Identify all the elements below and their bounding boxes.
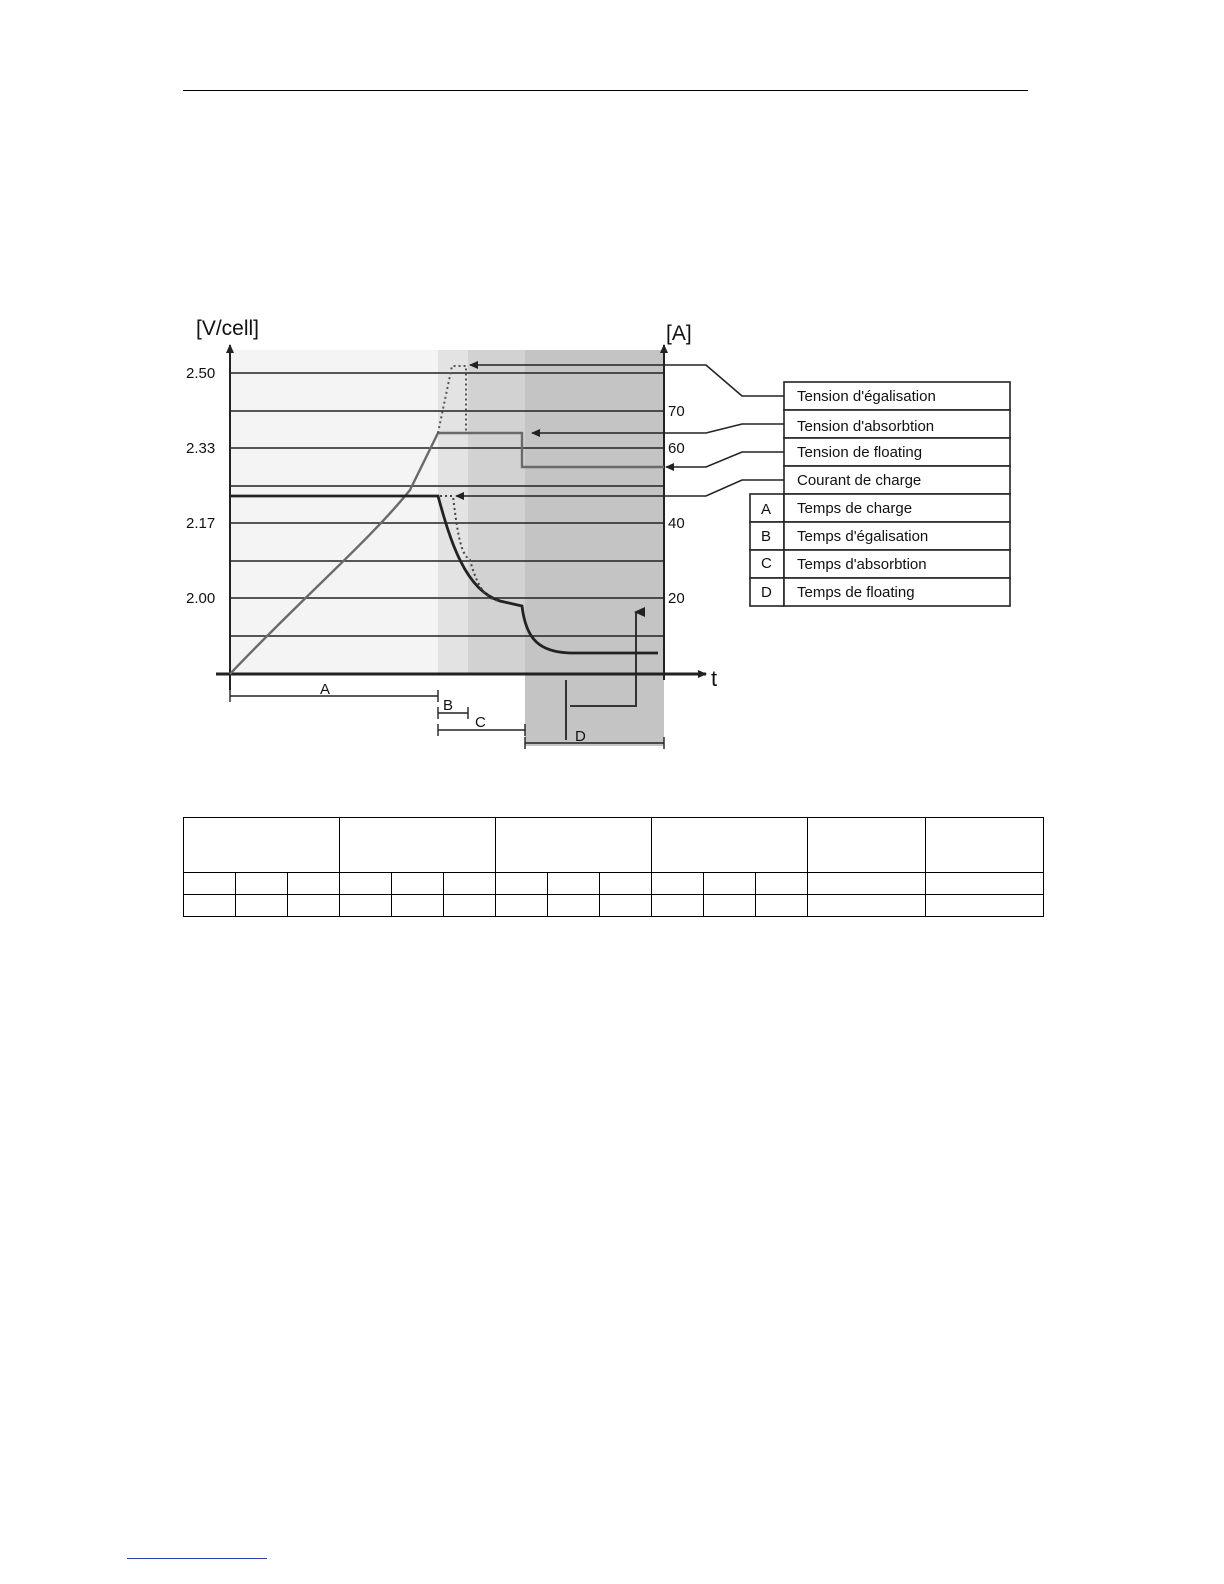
phase-d-region [525, 350, 664, 746]
table-cell [756, 895, 808, 917]
phase-label-d: D [575, 728, 586, 745]
left-tick-label: 2.00 [186, 590, 216, 607]
phase-label-a: A [320, 681, 331, 698]
table-cell [444, 895, 496, 917]
table-cell [652, 895, 704, 917]
table-cell [236, 895, 288, 917]
phase-label-b: B [443, 697, 454, 714]
table-cell [548, 873, 600, 895]
legend-phase-b: Temps d'égalisation [797, 528, 929, 545]
table-cell [704, 873, 756, 895]
phase-label-c: C [475, 714, 486, 731]
table-row [184, 873, 1044, 895]
left-tick-label: 2.33 [186, 440, 216, 457]
table-cell [704, 895, 756, 917]
table-cell [392, 873, 444, 895]
table-header-cell [652, 818, 808, 873]
legend-phase-a: Temps de charge [797, 500, 913, 517]
table-cell [184, 873, 236, 895]
spec-table [183, 817, 1044, 917]
table-cell [392, 895, 444, 917]
left-axis-label: [V/cell] [196, 317, 260, 340]
table-row [184, 895, 1044, 917]
table-header-cell [808, 818, 926, 873]
table-cell [184, 895, 236, 917]
right-tick-label: 20 [668, 590, 685, 607]
right-tick-label: 40 [668, 515, 685, 532]
phase-a-region [230, 350, 438, 674]
legend-key-a: A [761, 501, 772, 518]
left-tick-label: 2.50 [186, 365, 216, 382]
table-header-cell [496, 818, 652, 873]
footnote-rule [127, 1558, 267, 1559]
right-axis-label: [A] [666, 322, 692, 345]
legend-item-charge-current: Courant de charge [797, 472, 922, 489]
table-cell [288, 895, 340, 917]
right-tick-label: 70 [668, 403, 685, 420]
table-cell [340, 895, 392, 917]
table-cell [808, 873, 926, 895]
left-tick-label: 2.17 [186, 515, 216, 532]
table-cell [496, 895, 548, 917]
table-header-row [184, 818, 1044, 873]
table-cell [926, 873, 1044, 895]
legend-key-d: D [761, 584, 772, 601]
table-cell [288, 873, 340, 895]
time-axis-label: t [711, 666, 718, 691]
legend-item-equalisation-voltage: Tension d'égalisation [797, 388, 936, 405]
legend-item-floating-voltage: Tension de floating [797, 444, 923, 461]
table-header-cell [340, 818, 496, 873]
legend-key-c: C [761, 555, 772, 572]
table-cell [444, 873, 496, 895]
table-cell [548, 895, 600, 917]
table-header-cell [184, 818, 340, 873]
table-header-cell [926, 818, 1044, 873]
table-cell [926, 895, 1044, 917]
table-cell [600, 873, 652, 895]
table-cell [236, 873, 288, 895]
legend-item-absorption-voltage: Tension d'absorbtion [797, 418, 935, 435]
table-cell [652, 873, 704, 895]
legend-phase-d: Temps de floating [797, 584, 915, 601]
table-cell [496, 873, 548, 895]
table-cell [600, 895, 652, 917]
table-cell [808, 895, 926, 917]
legend-phase-c: Temps d'absorbtion [797, 556, 927, 573]
table-cell [340, 873, 392, 895]
right-tick-label: 60 [668, 440, 685, 457]
table-cell [756, 873, 808, 895]
phase-c-region [468, 350, 525, 674]
legend-key-b: B [761, 528, 772, 545]
